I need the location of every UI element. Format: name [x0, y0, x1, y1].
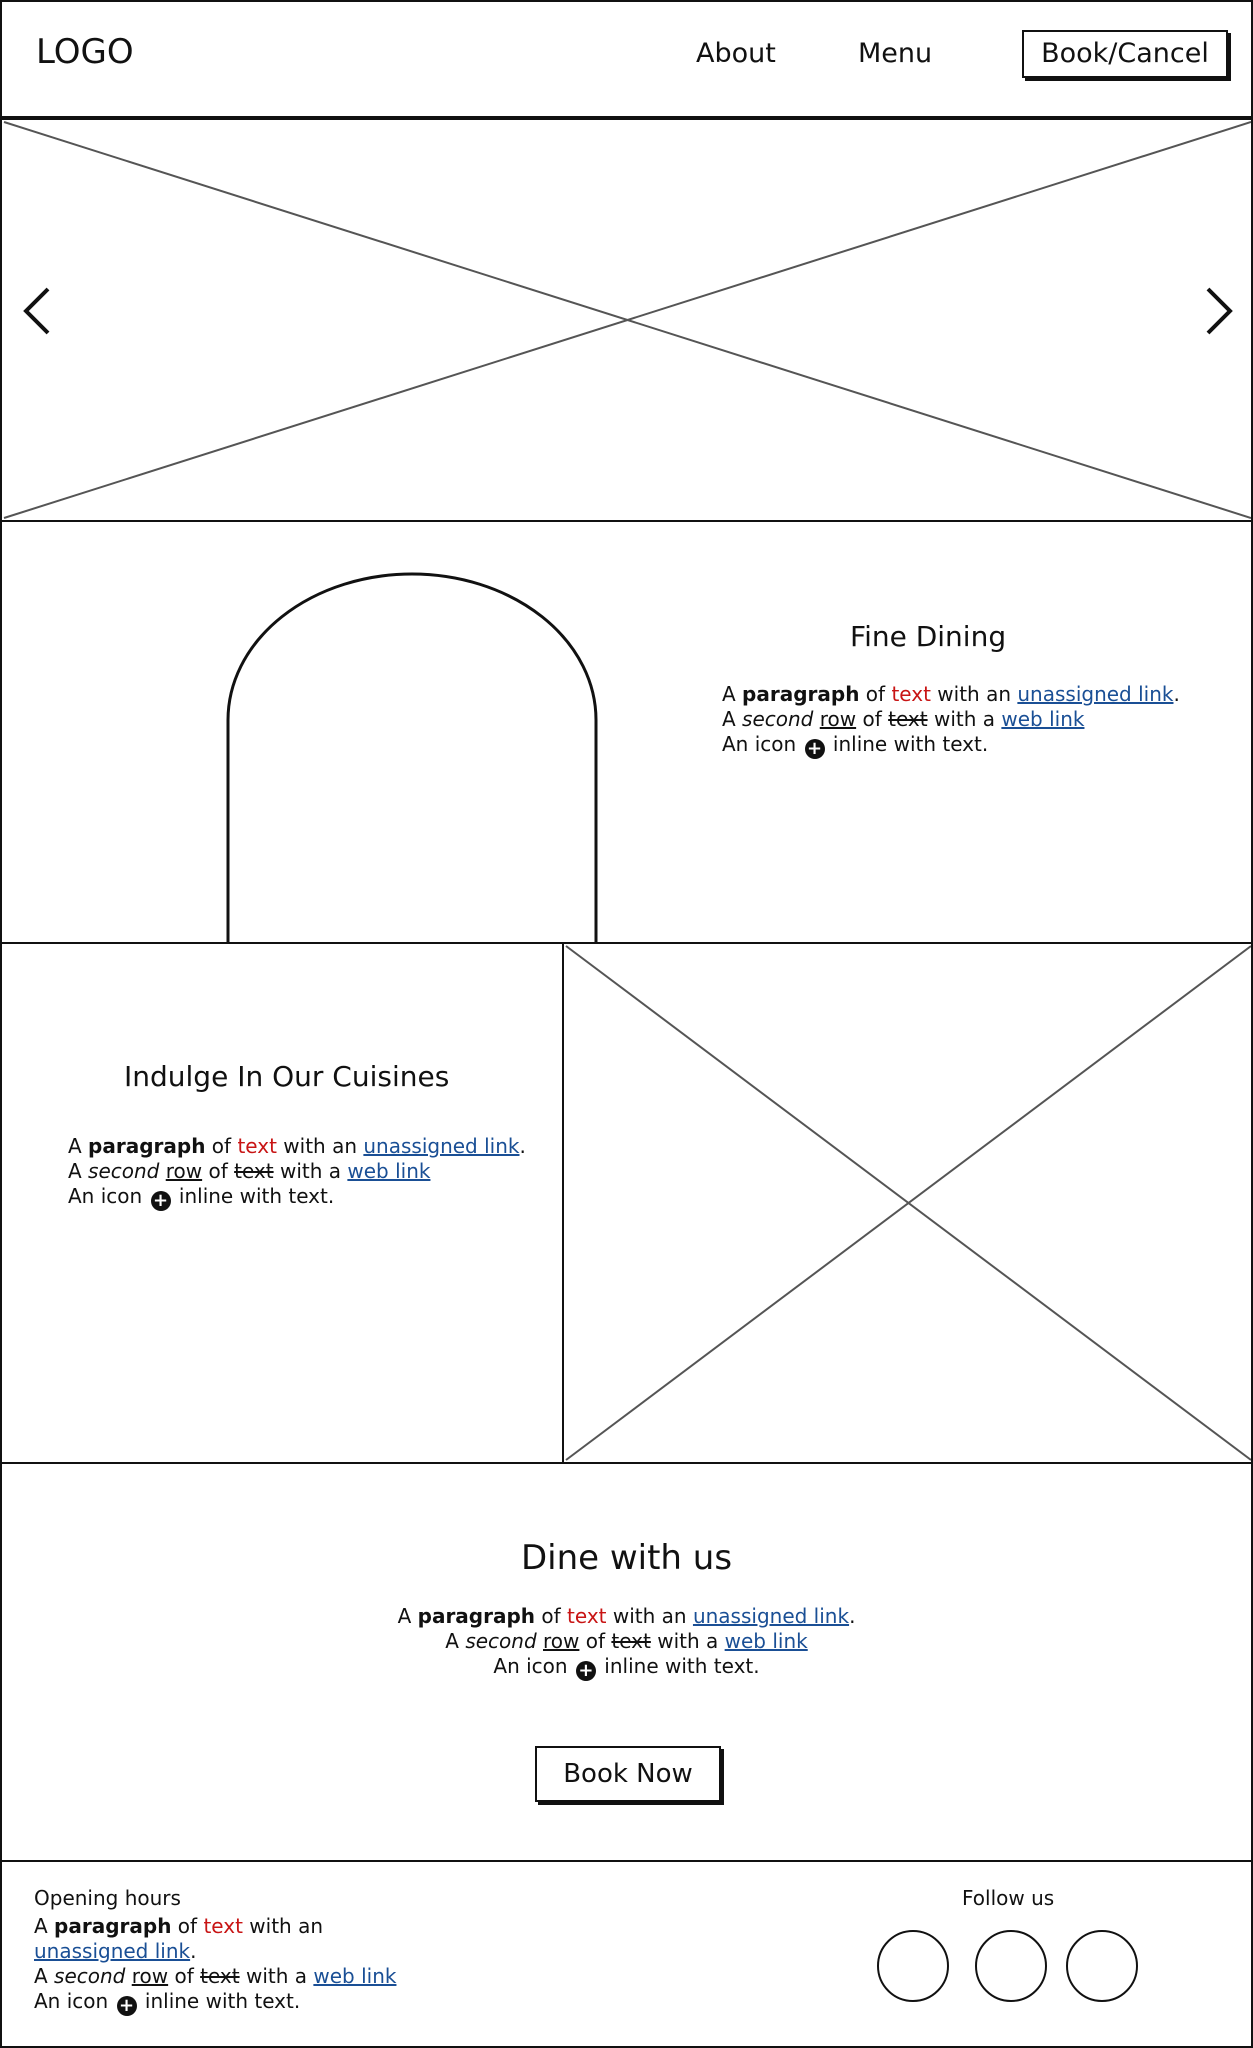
paragraph-line-3: An icon + inline with text.: [493, 1654, 760, 1681]
follow-us-title: Follow us: [962, 1886, 1055, 1910]
social-icon-3[interactable]: [1066, 1930, 1138, 2002]
cuisines-image-placeholder: [562, 942, 1253, 1464]
fine-dining-paragraph: [722, 682, 1222, 759]
opening-hours-title: Opening hours: [34, 1886, 181, 1910]
logo[interactable]: LOGO: [36, 32, 134, 72]
hero-image-placeholder: [2, 120, 1251, 520]
plus-circle-icon: +: [576, 1661, 596, 1681]
cuisines-text-panel: [0, 942, 564, 1464]
paragraph-line-2: A second row of text with a web link: [68, 1159, 431, 1183]
hero-carousel: [0, 118, 1253, 522]
paragraph-line-1: A paragraph of text with an unassigned link.: [34, 1914, 324, 1963]
unassigned-link[interactable]: unassigned link: [692, 1604, 850, 1628]
web-link[interactable]: web link: [724, 1629, 808, 1653]
dine-title: Dine with us: [520, 1538, 733, 1578]
paragraph-line-3: An icon + inline with text.: [722, 732, 989, 759]
book-now-button[interactable]: Book Now: [535, 1746, 721, 1802]
fine-dining-title: Fine Dining: [850, 620, 1007, 653]
paragraph-line-2: A second row of text with a web link: [445, 1629, 808, 1653]
cuisines-title: Indulge In Our Cuisines: [124, 1060, 450, 1093]
social-icon-2[interactable]: [975, 1930, 1047, 2002]
paragraph-line-1: A paragraph of text with an unassigned link.: [397, 1604, 856, 1628]
paragraph-line-1: A paragraph of text with an unassigned link.: [68, 1134, 526, 1158]
paragraph-line-2: A second row of text with a web link: [722, 707, 1085, 731]
plus-circle-icon: +: [117, 1996, 137, 2016]
dine-paragraph: [2, 1604, 1251, 1681]
arch-image-placeholder: [224, 570, 600, 946]
web-link[interactable]: web link: [347, 1159, 431, 1183]
footer: [0, 1860, 1253, 2048]
paragraph-line-3: An icon + inline with text.: [34, 1989, 301, 2016]
image-placeholder-cross: [564, 944, 1251, 1462]
social-icon-1[interactable]: [877, 1930, 949, 2002]
book-cancel-button[interactable]: Book/Cancel: [1022, 30, 1228, 78]
chevron-right-icon[interactable]: [1202, 285, 1236, 337]
cuisines-paragraph: [68, 1134, 548, 1211]
nav-about-link[interactable]: About: [696, 38, 776, 69]
header: [0, 0, 1253, 118]
web-link[interactable]: web link: [1001, 707, 1085, 731]
plus-circle-icon: +: [805, 739, 825, 759]
nav-menu-link[interactable]: Menu: [858, 38, 933, 69]
chevron-left-icon[interactable]: [20, 285, 54, 337]
unassigned-link[interactable]: unassigned link: [1017, 682, 1174, 706]
paragraph-line-1: A paragraph of text with an unassigned link.: [722, 682, 1180, 706]
web-link[interactable]: web link: [313, 1964, 397, 1988]
unassigned-link[interactable]: unassigned link: [363, 1134, 520, 1158]
dine-section: [0, 1462, 1253, 1862]
plus-circle-icon: +: [151, 1191, 171, 1211]
paragraph-line-3: An icon + inline with text.: [68, 1184, 335, 1211]
fine-dining-section: [0, 520, 1253, 944]
unassigned-link[interactable]: unassigned link: [34, 1939, 191, 1963]
paragraph-line-2: A second row of text with a web link: [34, 1964, 397, 1988]
opening-hours-paragraph: [34, 1914, 434, 2016]
